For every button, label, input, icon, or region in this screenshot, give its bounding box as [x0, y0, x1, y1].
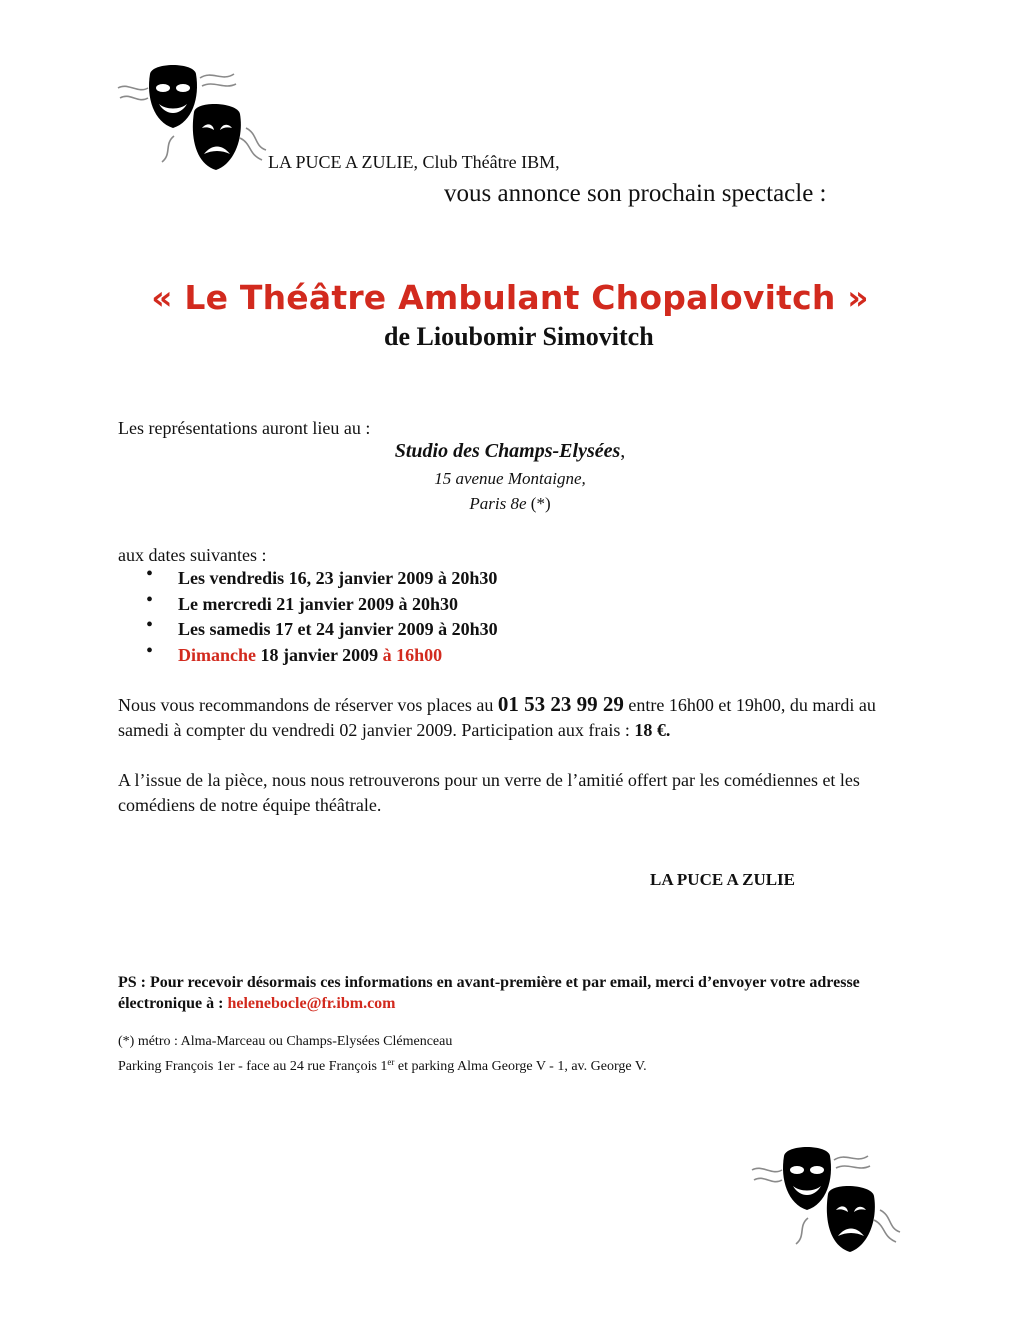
- price: 18 €.: [634, 720, 671, 740]
- footnote: [118, 1032, 938, 1077]
- announce-line: vous annonce son prochain spectacle :: [444, 180, 827, 207]
- play-title: « Le Théâtre Ambulant Chopalovitch »: [151, 278, 869, 317]
- dates-intro: aux dates suivantes :: [118, 545, 267, 565]
- list-item: • Le mercredi 21 janvier 2009 à 20h30: [146, 588, 458, 614]
- venue-address: 15 avenue Montaigne,: [434, 469, 586, 488]
- bullet-icon: •: [146, 614, 154, 636]
- theatre-masks-icon: [746, 1140, 906, 1260]
- venue-name: Studio des Champs-Elysées,: [394, 440, 626, 462]
- theatre-masks-icon: [112, 58, 272, 178]
- ps-note: PS : Pour recevoir désormais ces informations en avant-première et par email, merci d’envoyer votre adresse électronique à : helenebocle@fr.ibm.com: [118, 974, 860, 1012]
- bullet-icon: •: [146, 563, 154, 585]
- dates-list: [146, 563, 498, 668]
- phone-number: 01 53 23 99 29: [497, 692, 624, 716]
- bullet-icon: •: [146, 639, 154, 662]
- list-item: • Dimanche 18 janvier 2009 à 16h00: [146, 639, 443, 665]
- booking-paragraph: Nous vous recommandons de réserver vos places au 01 53 23 99 29 entre 16h00 et 19h00, du mardi au samedi à compter du vendredi 02 janvier 2009. Participation aux frais : 18 €.: [118, 692, 876, 740]
- email-link[interactable]: helenebocle@fr.ibm.com: [227, 995, 396, 1012]
- closing-paragraph: A l’issue de la pièce, nous nous retrouverons pour un verre de l’amitié offert par les comédiennes et les comédiens de notre équipe théâtrale.: [118, 770, 860, 815]
- bullet-icon: •: [146, 588, 154, 611]
- metro-note: (*) métro : Alma-Marceau ou Champs-Elysées Clémenceau: [118, 1034, 453, 1049]
- venue-city: Paris 8e (*): [469, 494, 551, 513]
- list-item: • Les samedis 17 et 24 janvier 2009 à 20h30: [146, 614, 498, 639]
- venue-intro: Les représentations auront lieu au :: [118, 418, 371, 438]
- play-author: de Lioubomir Simovitch: [384, 322, 654, 351]
- parking-note: Parking François 1er - face au 24 rue François 1er et parking Alma George V - 1, av. George V.: [118, 1057, 647, 1074]
- signature: LA PUCE A ZULIE: [650, 870, 796, 889]
- list-item: • Les vendredis 16, 23 janvier 2009 à 20h30: [146, 563, 498, 588]
- club-line: LA PUCE A ZULIE, Club Théâtre IBM,: [268, 152, 560, 172]
